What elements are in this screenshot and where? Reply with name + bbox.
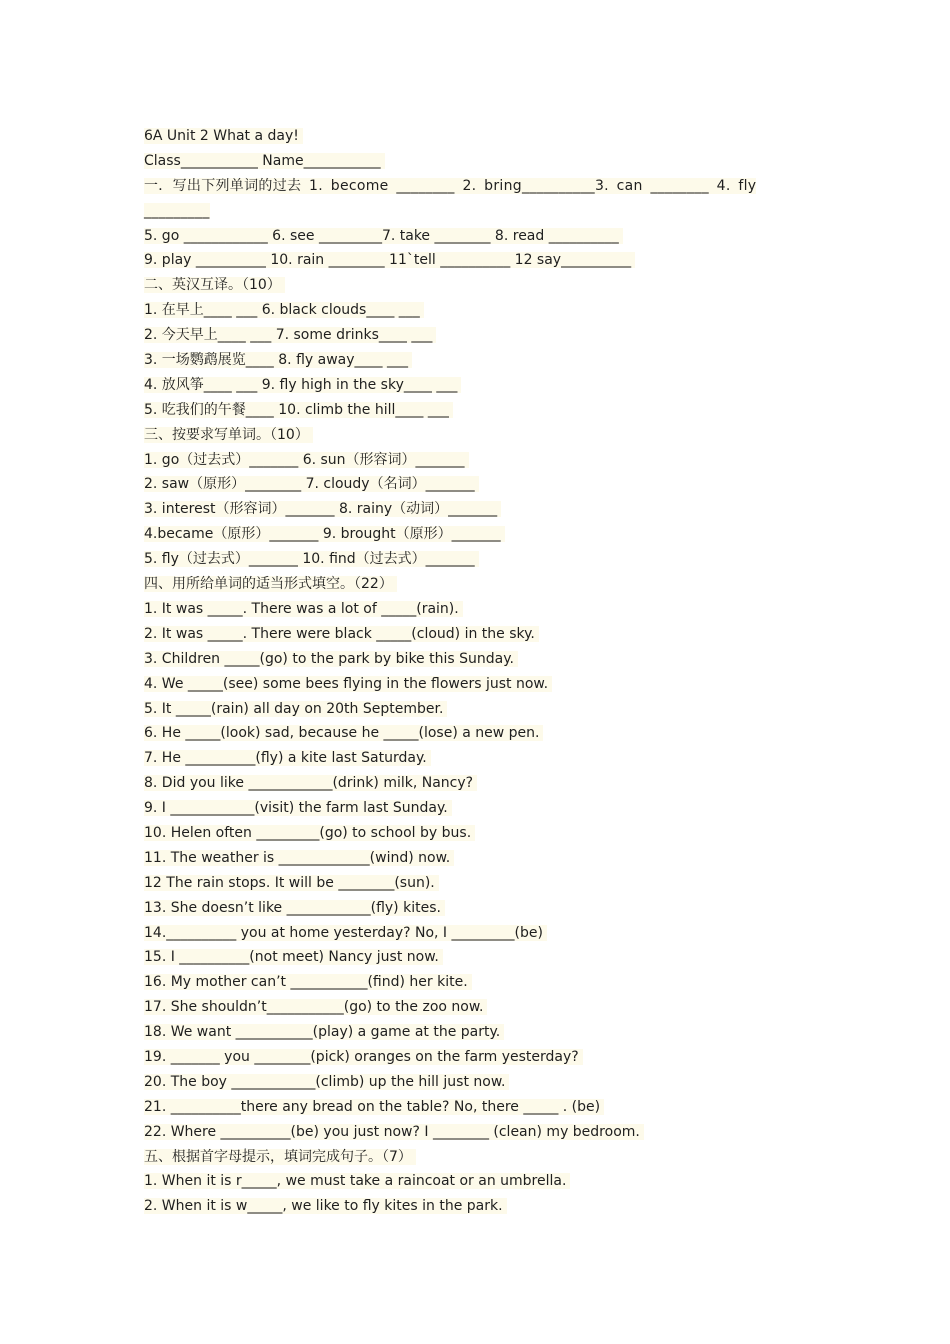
section4-line: 13. She doesn’t like ____________(fly) kites. xyxy=(144,896,824,921)
section2-line: 1. 在早上____ ___ 6. black clouds____ ___ xyxy=(144,298,824,323)
worksheet-content xyxy=(144,124,824,1219)
section1-line: 5. go ____________ 6. see _________7. take ________ 8. read __________ xyxy=(144,224,824,249)
section3-line: 2. saw（原形）________ 7. cloudy（名词）_______ xyxy=(144,472,824,497)
section5-line: 2. When it is w_____, we like to fly kites in the park. xyxy=(144,1194,824,1219)
section4-line: 12 The rain stops. It will be ________(sun). xyxy=(144,871,824,896)
section2-line: 4. 放风筝____ ___ 9. fly high in the sky____ ___ xyxy=(144,373,824,398)
worksheet-title: 6A Unit 2 What a day! xyxy=(144,124,824,149)
section3-line: 5. fly（过去式）_______ 10. find（过去式）_______ xyxy=(144,547,824,572)
section4-line: 8. Did you like ____________(drink) milk, Nancy? xyxy=(144,771,824,796)
section2-line: 2. 今天早上____ ___ 7. some drinks____ ___ xyxy=(144,323,824,348)
section2-heading: 二、英汉互译。（10） xyxy=(144,273,824,298)
section4-line: 7. He __________(fly) a kite last Saturday. xyxy=(144,746,824,771)
section4-line: 11. The weather is _____________(wind) now. xyxy=(144,846,824,871)
section5-line: 1. When it is r_____, we must take a raincoat or an umbrella. xyxy=(144,1169,824,1194)
section4-line: 21. __________there any bread on the table? No, there _____ . (be) xyxy=(144,1095,824,1120)
section4-line: 6. He _____(look) sad, because he _____(lose) a new pen. xyxy=(144,721,824,746)
section4-line: 10. Helen often _________(go) to school by bus. xyxy=(144,821,824,846)
section4-line: 20. The boy ____________(climb) up the hill just now. xyxy=(144,1070,824,1095)
section4-line: 16. My mother can’t ___________(find) her kite. xyxy=(144,970,824,995)
class-name-line: Class___________ Name___________ xyxy=(144,149,824,174)
section4-line: 15. I __________(not meet) Nancy just now. xyxy=(144,945,824,970)
section4-line: 19. _______ you ________(pick) oranges on the farm yesterday? xyxy=(144,1045,824,1070)
section3-line: 1. go（过去式）_______ 6. sun（形容词）_______ xyxy=(144,448,824,473)
section2-line: 3. 一场鹦鹉展览____ 8. fly away____ ___ xyxy=(144,348,824,373)
section2-line: 5. 吃我们的午餐____ 10. climb the hill____ ___ xyxy=(144,398,824,423)
section5-heading: 五、根据首字母提示，填词完成句子。（7） xyxy=(144,1145,824,1170)
section4-line: 1. It was _____. There was a lot of _____(rain). xyxy=(144,597,824,622)
section3-line: 3. interest（形容词）_______ 8. rainy（动词）_______ xyxy=(144,497,824,522)
section3-heading: 三、按要求写单词。（10） xyxy=(144,423,824,448)
section4-line: 17. She shouldn’t___________(go) to the zoo now. xyxy=(144,995,824,1020)
section4-line: 9. I ____________(visit) the farm last Sunday. xyxy=(144,796,824,821)
section4-line: 5. It _____(rain) all day on 20th September. xyxy=(144,697,824,722)
section4-line: 3. Children _____(go) to the park by bike this Sunday. xyxy=(144,647,824,672)
section1-line: 9. play __________ 10. rain ________ 11`tell __________ 12 say__________ xyxy=(144,248,824,273)
section4-line: 4. We _____(see) some bees flying in the flowers just now. xyxy=(144,672,824,697)
section4-line: 18. We want ___________(play) a game at the party. xyxy=(144,1020,824,1045)
section4-line: 22. Where __________(be) you just now? I ________ (clean) my bedroom. xyxy=(144,1120,824,1145)
section4-line: 14.__________ you at home yesterday? No, I _________(be) xyxy=(144,921,824,946)
section4-heading: 四、用所给单词的适当形式填空。（22） xyxy=(144,572,824,597)
section4-line: 2. It was _____. There were black _____(cloud) in the sky. xyxy=(144,622,824,647)
section1-heading: 一．写出下列单词的过去 1. become ________ 2. bring__________3. can ________ 4. fly _________ xyxy=(144,177,757,219)
section3-line: 4.became（原形）_______ 9. brought（原形）_______ xyxy=(144,522,824,547)
